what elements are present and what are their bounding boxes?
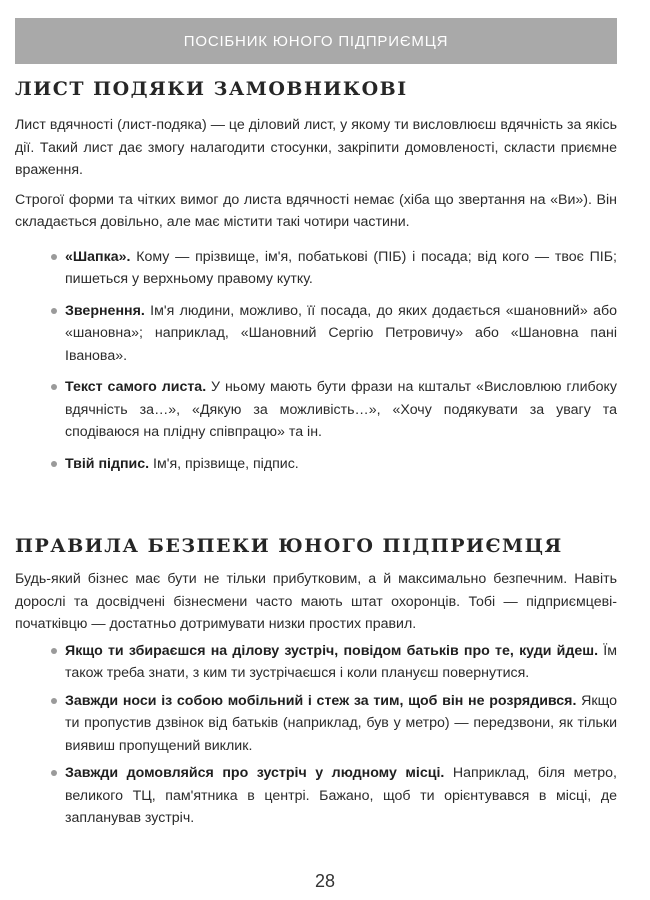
running-header-title: ПОСІБНИК ЮНОГО ПІДПРИЄМЦЯ bbox=[183, 33, 449, 50]
list-item bbox=[15, 762, 617, 830]
list-item-text: Ім'я, прізвище, підпис. bbox=[149, 455, 299, 472]
running-header bbox=[15, 18, 617, 64]
list-item-text: Наприклад, біля метро, великого ТЦ, пам'ятника в центрі. Бажано, щоб ти орієнтувався в місці, де запланував зустріч. bbox=[65, 765, 617, 826]
list-item-term: Твій підпис. bbox=[65, 455, 150, 472]
list-item-text: Якщо ти пропустив дзвінок від батьків (наприклад, був у метро) — передзвони, як тільки виявиш пропущений виклик. bbox=[65, 692, 617, 754]
list-item-text: Кому — прізвище, ім'я, побатькові (ПІБ) і посада; від кого — твоє ПІБ; пишеться у верхньому правому кутку. bbox=[65, 248, 617, 287]
list-item-term: Якщо ти збираєшся на ділову зустріч, повідом батьків про те, куди йдеш. bbox=[65, 642, 599, 659]
page-number: 28 bbox=[314, 871, 336, 891]
bullet-icon bbox=[51, 308, 57, 314]
section-thank-you-letter bbox=[15, 78, 617, 484]
bullet-icon bbox=[51, 461, 57, 467]
section-title: ЛИСТ ПОДЯКИ ЗАМОВНИКОВІ bbox=[15, 78, 408, 100]
bullet-icon bbox=[51, 648, 57, 654]
list-item bbox=[15, 376, 617, 444]
paragraph: Лист вдячності (лист-подяка) — це діловий лист, у якому ти висловлюєш вдячність за якісь дії. Такий лист дає змогу налагодити стосунки, закріпити домовленості, скласти приємне враження. bbox=[15, 117, 617, 178]
list-item bbox=[15, 246, 617, 291]
paragraph: Будь-який бізнес має бути не тільки прибутковим, а й максимально безпечним. Навіть дорослі та досвідчені бізнесмени часто мають штат охоронців. Тобі — підприємцеві-початківцю — достатньо дотримувати низки простих правил. bbox=[15, 571, 617, 632]
list-item-text: Ім'я людини, можливо, її посада, до яких додається «шановний» або «шановна»; наприклад, «Шановний Сергію Петровичу» або «Шановна пані Іванова». bbox=[65, 302, 617, 364]
section-title: ПРАВИЛА БЕЗПЕКИ ЮНОГО ПІДПРИЄМЦЯ bbox=[15, 535, 563, 557]
list-item-text: У ньому мають бути фрази на кштальт «Висловлюю глибоку вдячність за…», «Дякую за можливість…», «Хочу подякувати за увагу та сподіваюся на плідну співпрацю» та ін. bbox=[65, 379, 617, 440]
list-item-text: Їм також треба знати, з ким ти зустрічаєшся і коли плануєш повернутися. bbox=[65, 642, 617, 681]
bullet-icon bbox=[51, 770, 57, 776]
list-item-term: Текст самого листа. bbox=[65, 379, 207, 395]
bullet-icon bbox=[51, 254, 57, 260]
list-item bbox=[15, 453, 617, 476]
list-item-term: «Шапка». bbox=[65, 248, 131, 265]
bullet-list bbox=[15, 246, 617, 476]
list-item bbox=[15, 300, 617, 368]
bullet-list bbox=[15, 640, 617, 830]
list-item-term: Звернення. bbox=[65, 302, 145, 319]
section-safety-rules bbox=[15, 535, 617, 835]
list-item-term: Завжди носи із собою мобільний і стеж за тим, щоб він не розрядився. bbox=[65, 692, 577, 709]
list-item bbox=[15, 640, 617, 685]
list-item-term: Завжди домовляйся про зустріч у людному місці. bbox=[65, 765, 445, 781]
paragraph: Строгої форми та чітких вимог до листа вдячності немає (хіба що звертання на «Ви»). Він складається довільно, але має містити такі чотири частини. bbox=[15, 191, 617, 230]
bullet-icon bbox=[51, 384, 57, 390]
list-item bbox=[15, 690, 617, 758]
bullet-icon bbox=[51, 698, 57, 704]
